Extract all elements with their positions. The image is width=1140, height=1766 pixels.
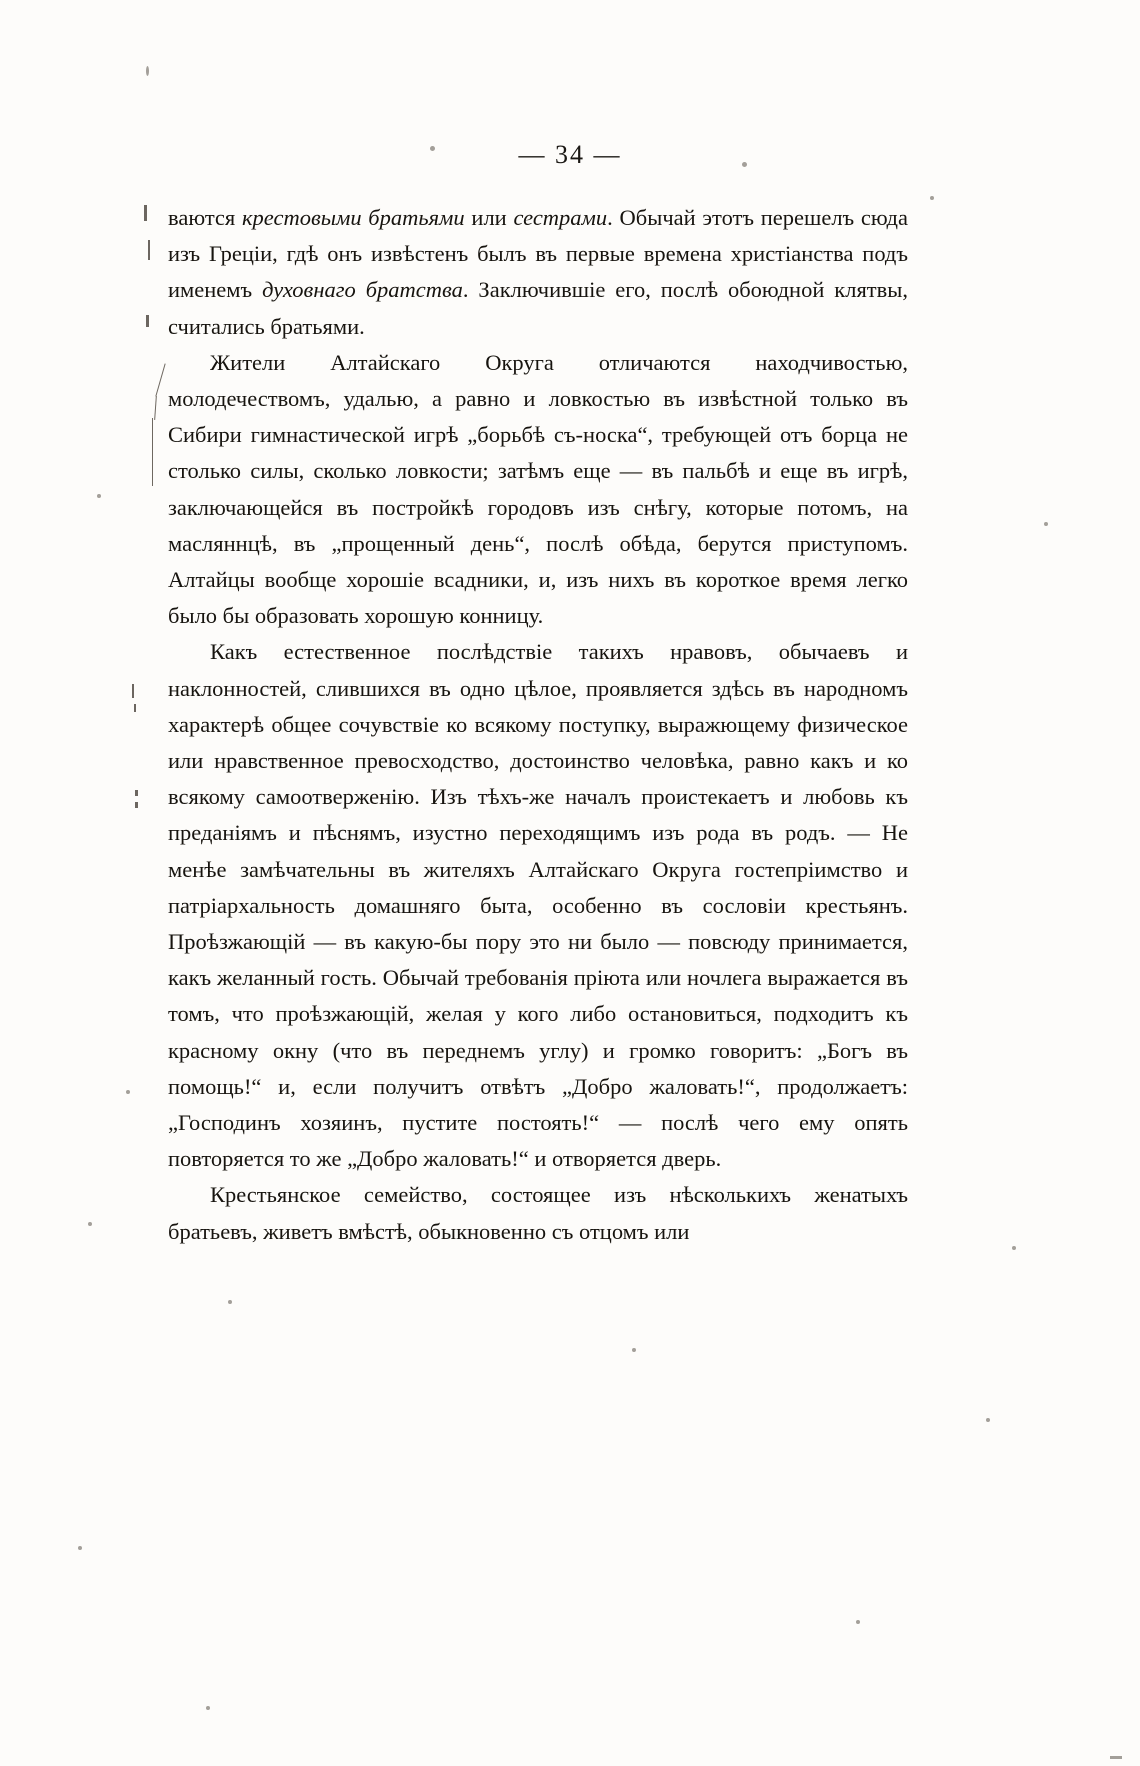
paper-speck xyxy=(930,196,934,200)
paragraph xyxy=(168,200,908,345)
margin-bracket-mark xyxy=(152,456,153,486)
emphasis-text: духовнаго братства xyxy=(262,277,463,303)
text-run: . Обычай этотъ перешелъ сюда изъ Греціи, гдѣ онъ извѣстенъ былъ въ первые времена христіанства подъ именемъ xyxy=(168,205,908,303)
paragraph xyxy=(168,345,908,635)
paragraph xyxy=(168,1177,908,1249)
margin-ink-mark xyxy=(135,802,138,808)
paper-speck xyxy=(856,1620,860,1624)
paper-speck xyxy=(228,1300,232,1304)
margin-ink-mark xyxy=(134,704,136,712)
paper-speck xyxy=(1110,1756,1122,1759)
text-run: . Заключившіе его, послѣ обоюдной клятвы, считались братьями. xyxy=(168,277,909,339)
margin-ink-mark xyxy=(135,790,138,796)
margin-bracket-mark xyxy=(155,364,165,397)
paper-speck xyxy=(632,1348,636,1352)
paper-speck xyxy=(206,1706,210,1710)
paragraph xyxy=(168,634,908,1177)
page-number: — 34 — xyxy=(518,140,622,169)
paper-speck xyxy=(88,1222,92,1226)
margin-bracket-mark xyxy=(154,396,157,420)
paper-speck xyxy=(146,66,149,76)
text-run: или xyxy=(464,205,514,230)
emphasis-text: крестовыми братьями xyxy=(242,205,465,230)
paper-speck xyxy=(1044,522,1048,526)
margin-bracket-mark xyxy=(152,418,153,456)
margin-ink-mark xyxy=(148,240,150,260)
text-run: Какъ естественное послѣдствіе такихъ нравовъ, обычаевъ и наклонностей, слившихся въ одно цѣлое, проявляется здѣсь въ народномъ характерѣ общее сочувствіе ко всякому поступку, выражющему физическое или нравственное превосходство, достоинство человѣка, равно какъ и ко всякому самоотверженію. Изъ тѣхъ-же началъ проистекаетъ и любовь къ преданіямъ и пѣснямъ, изустно переходящимъ изъ рода въ родъ. — Не менѣе замѣчательны въ жителяхъ Алтайскаго Округа гостепріимство и патріархальность домашняго быта, особенно въ сословіи крестьянъ. Проѣзжающій — въ какую-бы пору это ни было — повсюду принимается, какъ желанный гость. Обычай требованія пріюта или ночлега выражается въ томъ, что проѣзжающій, желая у кого либо остановиться, подходитъ къ красному окну (что въ переднемъ углу) и громко говоритъ: „Богъ въ помощь!“ и, если получитъ отвѣтъ „Добро жаловать!“, продолжаетъ: „Господинъ хозяинъ, пустите постоять!“ — послѣ чего ему опять повторяется то же „Добро жаловать!“ и отворяется дверь. xyxy=(168,639,908,1172)
body-text xyxy=(168,200,908,1250)
paper-speck xyxy=(1012,1246,1016,1250)
margin-ink-mark xyxy=(132,684,134,698)
text-run: Жители Алтайскаго Округа отличаются находчивостью, молодечествомъ, удалью, а равно и ловкостью въ извѣстной только въ Сибири гимнастической игрѣ „борьбѣ съ-носка“, требующей отъ борца не столько силы, сколько ловкости; затѣмъ еще — въ пальбѣ и еще въ игрѣ, заключающейся въ постройкѣ городовъ изъ снѣгу, которые потомъ, на масляннцѣ, въ „прощенный день“, послѣ обѣда, берутся приступомъ. Алтайцы вообще хорошіе всадники, и, изъ нихъ въ короткое время легко было бы образовать хорошую конницу. xyxy=(168,349,908,629)
paper-speck xyxy=(986,1418,990,1422)
paper-speck xyxy=(97,494,101,498)
paper-speck xyxy=(126,1090,130,1094)
margin-ink-mark xyxy=(144,205,147,221)
text-run: ваются xyxy=(168,205,242,230)
margin-ink-mark xyxy=(146,315,149,327)
emphasis-text: сестрами xyxy=(513,205,608,230)
paper-speck xyxy=(78,1546,82,1550)
text-run: Крестьянское семейство, состоящее изъ нѣсколькихъ женатыхъ братьевъ, живетъ вмѣстѣ, обыкновенно съ отцомъ или xyxy=(168,1182,908,1244)
